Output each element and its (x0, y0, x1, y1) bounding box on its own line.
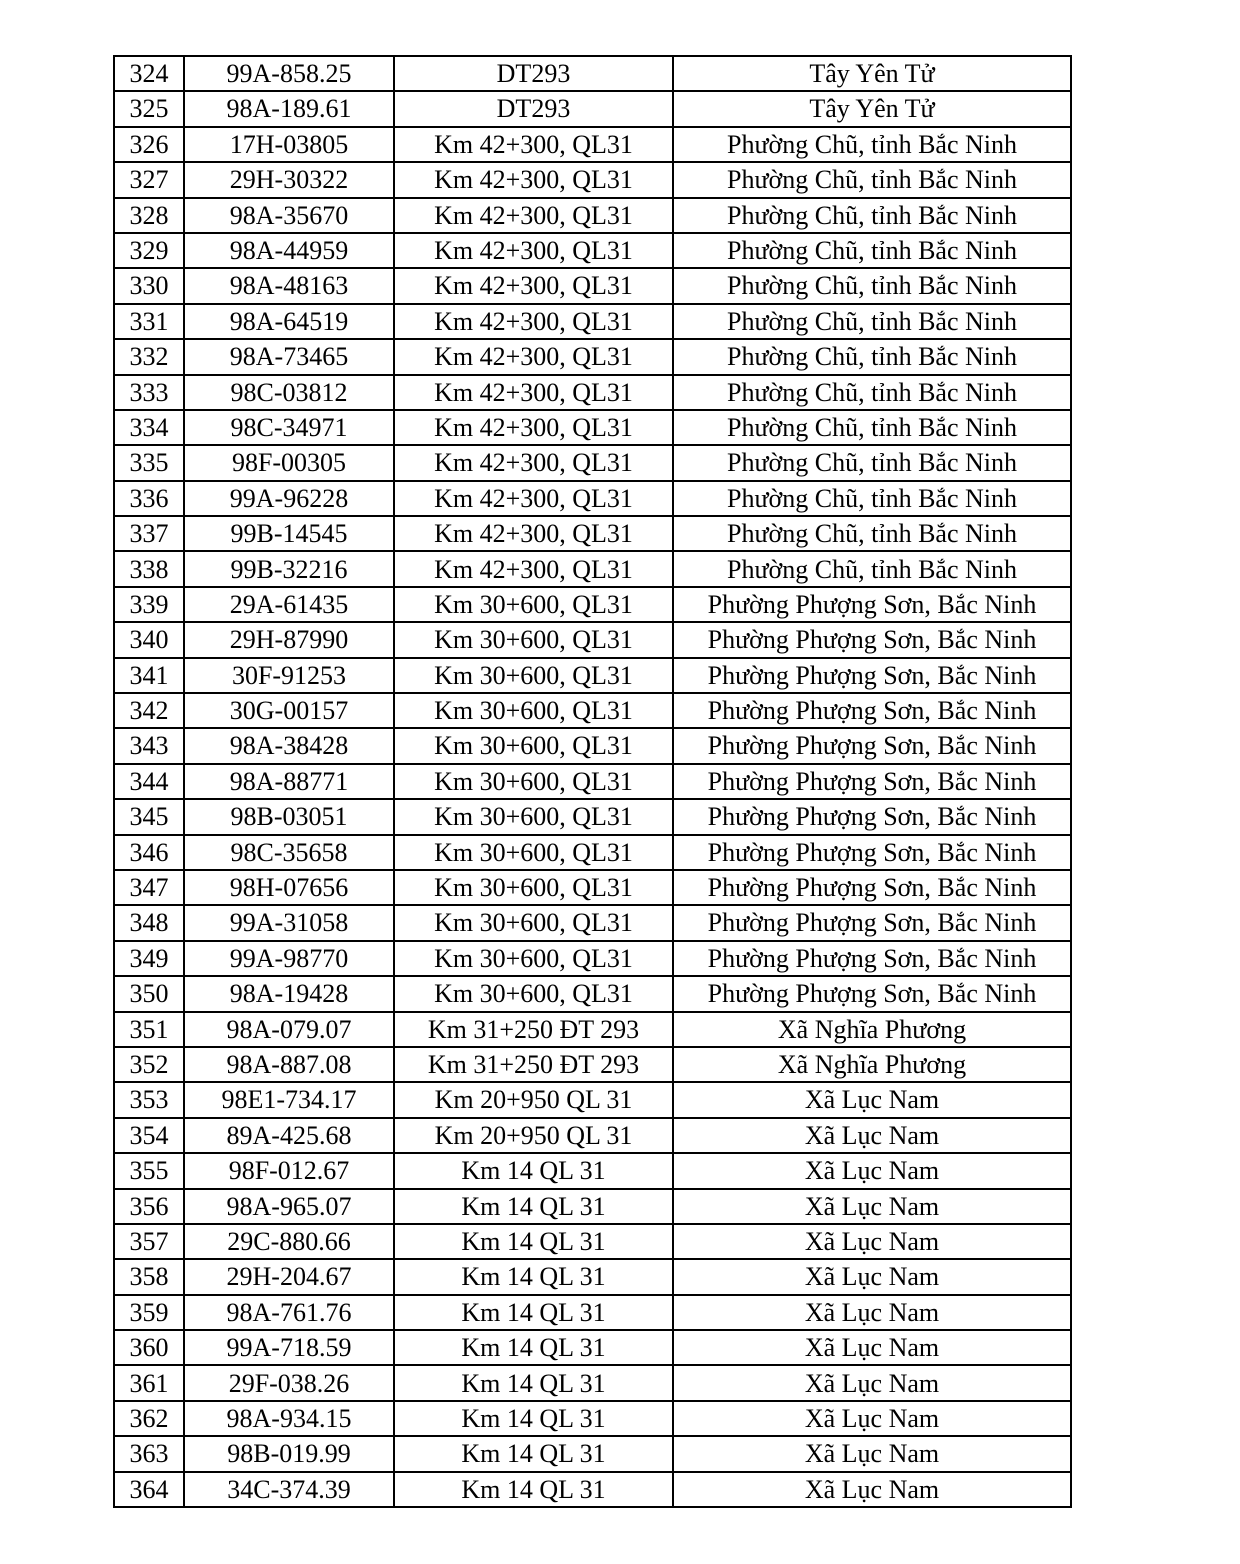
cell-row-number: 329 (114, 233, 184, 268)
cell-location: Km 30+600, QL31 (394, 764, 673, 799)
cell-row-number: 351 (114, 1012, 184, 1047)
cell-location: Km 14 QL 31 (394, 1330, 673, 1365)
cell-location: Km 14 QL 31 (394, 1153, 673, 1188)
cell-license-plate: 29C-880.66 (184, 1224, 394, 1259)
cell-row-number: 346 (114, 835, 184, 870)
table-row (114, 1436, 1071, 1471)
cell-place: Phường Phượng Sơn, Bắc Ninh (673, 941, 1071, 976)
vehicle-list-table (113, 55, 1072, 1508)
table-row (114, 1401, 1071, 1436)
cell-place: Phường Phượng Sơn, Bắc Ninh (673, 870, 1071, 905)
cell-license-plate: 98F-012.67 (184, 1153, 394, 1188)
cell-place: Phường Chũ, tỉnh Bắc Ninh (673, 375, 1071, 410)
cell-license-plate: 98A-88771 (184, 764, 394, 799)
cell-row-number: 352 (114, 1047, 184, 1082)
cell-row-number: 339 (114, 587, 184, 622)
table-row (114, 375, 1071, 410)
cell-place: Phường Chũ, tỉnh Bắc Ninh (673, 198, 1071, 233)
cell-location: Km 42+300, QL31 (394, 233, 673, 268)
cell-location: Km 14 QL 31 (394, 1401, 673, 1436)
table-row (114, 1295, 1071, 1330)
cell-place: Phường Chũ, tỉnh Bắc Ninh (673, 233, 1071, 268)
cell-row-number: 359 (114, 1295, 184, 1330)
cell-license-plate: 98C-03812 (184, 375, 394, 410)
table-row (114, 268, 1071, 303)
cell-location: Km 14 QL 31 (394, 1259, 673, 1294)
cell-place: Phường Chũ, tỉnh Bắc Ninh (673, 304, 1071, 339)
cell-place: Phường Phượng Sơn, Bắc Ninh (673, 728, 1071, 763)
cell-row-number: 336 (114, 481, 184, 516)
table-row (114, 941, 1071, 976)
cell-location: Km 42+300, QL31 (394, 445, 673, 480)
cell-row-number: 324 (114, 56, 184, 91)
cell-place: Phường Phượng Sơn, Bắc Ninh (673, 693, 1071, 728)
table-row (114, 1330, 1071, 1365)
table-row (114, 481, 1071, 516)
cell-location: Km 30+600, QL31 (394, 835, 673, 870)
cell-location: Km 42+300, QL31 (394, 304, 673, 339)
cell-row-number: 348 (114, 905, 184, 940)
table-row (114, 304, 1071, 339)
cell-location: Km 30+600, QL31 (394, 658, 673, 693)
cell-location: Km 31+250 ĐT 293 (394, 1047, 673, 1082)
cell-place: Xã Nghĩa Phương (673, 1012, 1071, 1047)
cell-place: Phường Phượng Sơn, Bắc Ninh (673, 658, 1071, 693)
table-row (114, 764, 1071, 799)
cell-row-number: 335 (114, 445, 184, 480)
cell-place: Phường Phượng Sơn, Bắc Ninh (673, 835, 1071, 870)
cell-location: Km 30+600, QL31 (394, 941, 673, 976)
cell-place: Xã Lục Nam (673, 1365, 1071, 1400)
cell-location: Km 31+250 ĐT 293 (394, 1012, 673, 1047)
table-row (114, 445, 1071, 480)
cell-license-plate: 29H-30322 (184, 162, 394, 197)
cell-location: Km 30+600, QL31 (394, 976, 673, 1011)
cell-row-number: 328 (114, 198, 184, 233)
table-row (114, 551, 1071, 586)
cell-place: Xã Lục Nam (673, 1153, 1071, 1188)
cell-license-plate: 29A-61435 (184, 587, 394, 622)
cell-row-number: 331 (114, 304, 184, 339)
cell-license-plate: 99B-32216 (184, 551, 394, 586)
cell-row-number: 341 (114, 658, 184, 693)
cell-license-plate: 98A-64519 (184, 304, 394, 339)
cell-license-plate: 98A-965.07 (184, 1189, 394, 1224)
cell-location: DT293 (394, 91, 673, 126)
cell-row-number: 326 (114, 127, 184, 162)
cell-location: Km 42+300, QL31 (394, 551, 673, 586)
cell-place: Phường Chũ, tỉnh Bắc Ninh (673, 339, 1071, 374)
cell-place: Xã Lục Nam (673, 1436, 1071, 1471)
cell-row-number: 349 (114, 941, 184, 976)
cell-license-plate: 98A-73465 (184, 339, 394, 374)
cell-license-plate: 29F-038.26 (184, 1365, 394, 1400)
cell-location: Km 42+300, QL31 (394, 162, 673, 197)
table-row (114, 1259, 1071, 1294)
cell-location: Km 42+300, QL31 (394, 375, 673, 410)
cell-license-plate: 98A-35670 (184, 198, 394, 233)
cell-place: Tây Yên Tử (673, 91, 1071, 126)
cell-place: Phường Chũ, tỉnh Bắc Ninh (673, 410, 1071, 445)
cell-row-number: 337 (114, 516, 184, 551)
cell-place: Phường Phượng Sơn, Bắc Ninh (673, 622, 1071, 657)
cell-license-plate: 98A-934.15 (184, 1401, 394, 1436)
cell-license-plate: 98B-03051 (184, 799, 394, 834)
cell-row-number: 361 (114, 1365, 184, 1400)
cell-place: Xã Lục Nam (673, 1330, 1071, 1365)
cell-row-number: 347 (114, 870, 184, 905)
cell-license-plate: 98A-079.07 (184, 1012, 394, 1047)
table-row (114, 198, 1071, 233)
cell-location: Km 14 QL 31 (394, 1365, 673, 1400)
table-row (114, 976, 1071, 1011)
cell-license-plate: 98A-48163 (184, 268, 394, 303)
cell-row-number: 342 (114, 693, 184, 728)
cell-location: Km 30+600, QL31 (394, 728, 673, 763)
cell-place: Tây Yên Tử (673, 56, 1071, 91)
table-row (114, 1189, 1071, 1224)
cell-location: Km 30+600, QL31 (394, 587, 673, 622)
cell-row-number: 332 (114, 339, 184, 374)
cell-location: Km 30+600, QL31 (394, 905, 673, 940)
cell-license-plate: 98A-19428 (184, 976, 394, 1011)
cell-row-number: 345 (114, 799, 184, 834)
cell-license-plate: 98H-07656 (184, 870, 394, 905)
cell-license-plate: 99A-858.25 (184, 56, 394, 91)
cell-location: Km 42+300, QL31 (394, 516, 673, 551)
cell-license-plate: 99A-718.59 (184, 1330, 394, 1365)
cell-location: DT293 (394, 56, 673, 91)
cell-row-number: 343 (114, 728, 184, 763)
cell-place: Phường Phượng Sơn, Bắc Ninh (673, 976, 1071, 1011)
cell-location: Km 30+600, QL31 (394, 622, 673, 657)
cell-place: Xã Lục Nam (673, 1189, 1071, 1224)
cell-row-number: 362 (114, 1401, 184, 1436)
cell-place: Xã Lục Nam (673, 1401, 1071, 1436)
cell-license-plate: 98A-38428 (184, 728, 394, 763)
table-row (114, 91, 1071, 126)
cell-row-number: 334 (114, 410, 184, 445)
cell-place: Phường Phượng Sơn, Bắc Ninh (673, 587, 1071, 622)
cell-license-plate: 99A-96228 (184, 481, 394, 516)
cell-place: Xã Nghĩa Phương (673, 1047, 1071, 1082)
table-row (114, 1118, 1071, 1153)
cell-location: Km 14 QL 31 (394, 1295, 673, 1330)
table-row (114, 587, 1071, 622)
table-row (114, 1472, 1071, 1507)
cell-location: Km 14 QL 31 (394, 1436, 673, 1471)
cell-place: Xã Lục Nam (673, 1082, 1071, 1117)
table-row (114, 835, 1071, 870)
cell-location: Km 20+950 QL 31 (394, 1082, 673, 1117)
cell-license-plate: 30G-00157 (184, 693, 394, 728)
cell-license-plate: 30F-91253 (184, 658, 394, 693)
cell-row-number: 327 (114, 162, 184, 197)
cell-license-plate: 99B-14545 (184, 516, 394, 551)
cell-place: Phường Chũ, tỉnh Bắc Ninh (673, 516, 1071, 551)
cell-place: Xã Lục Nam (673, 1472, 1071, 1507)
table-row (114, 693, 1071, 728)
cell-license-plate: 98F-00305 (184, 445, 394, 480)
cell-location: Km 42+300, QL31 (394, 481, 673, 516)
cell-place: Xã Lục Nam (673, 1224, 1071, 1259)
table-row (114, 56, 1071, 91)
table-row (114, 870, 1071, 905)
cell-row-number: 354 (114, 1118, 184, 1153)
table-row (114, 410, 1071, 445)
cell-location: Km 30+600, QL31 (394, 870, 673, 905)
table-row (114, 905, 1071, 940)
cell-place: Xã Lục Nam (673, 1295, 1071, 1330)
cell-place: Phường Phượng Sơn, Bắc Ninh (673, 905, 1071, 940)
cell-license-plate: 98B-019.99 (184, 1436, 394, 1471)
cell-location: Km 42+300, QL31 (394, 410, 673, 445)
cell-row-number: 330 (114, 268, 184, 303)
cell-license-plate: 98C-34971 (184, 410, 394, 445)
cell-row-number: 333 (114, 375, 184, 410)
cell-location: Km 14 QL 31 (394, 1472, 673, 1507)
cell-license-plate: 17H-03805 (184, 127, 394, 162)
cell-place: Phường Phượng Sơn, Bắc Ninh (673, 799, 1071, 834)
cell-place: Phường Chũ, tỉnh Bắc Ninh (673, 445, 1071, 480)
cell-place: Xã Lục Nam (673, 1259, 1071, 1294)
cell-license-plate: 99A-98770 (184, 941, 394, 976)
cell-place: Xã Lục Nam (673, 1118, 1071, 1153)
cell-row-number: 364 (114, 1472, 184, 1507)
cell-row-number: 360 (114, 1330, 184, 1365)
cell-license-plate: 98C-35658 (184, 835, 394, 870)
table-row (114, 799, 1071, 834)
table-row (114, 1082, 1071, 1117)
table-row (114, 658, 1071, 693)
cell-location: Km 42+300, QL31 (394, 198, 673, 233)
cell-row-number: 350 (114, 976, 184, 1011)
cell-license-plate: 98A-44959 (184, 233, 394, 268)
cell-location: Km 30+600, QL31 (394, 693, 673, 728)
cell-place: Phường Chũ, tỉnh Bắc Ninh (673, 268, 1071, 303)
table-row (114, 1012, 1071, 1047)
cell-license-plate: 98A-887.08 (184, 1047, 394, 1082)
table-body (114, 56, 1071, 1507)
table-row (114, 233, 1071, 268)
cell-place: Phường Chũ, tỉnh Bắc Ninh (673, 551, 1071, 586)
cell-row-number: 358 (114, 1259, 184, 1294)
cell-row-number: 353 (114, 1082, 184, 1117)
cell-license-plate: 29H-87990 (184, 622, 394, 657)
cell-license-plate: 98E1-734.17 (184, 1082, 394, 1117)
cell-row-number: 338 (114, 551, 184, 586)
cell-row-number: 357 (114, 1224, 184, 1259)
table-row (114, 1365, 1071, 1400)
cell-row-number: 355 (114, 1153, 184, 1188)
cell-location: Km 42+300, QL31 (394, 127, 673, 162)
table-row (114, 622, 1071, 657)
cell-license-plate: 29H-204.67 (184, 1259, 394, 1294)
table-row (114, 516, 1071, 551)
cell-place: Phường Phượng Sơn, Bắc Ninh (673, 764, 1071, 799)
table-row (114, 1047, 1071, 1082)
table-row (114, 1153, 1071, 1188)
cell-place: Phường Chũ, tỉnh Bắc Ninh (673, 481, 1071, 516)
cell-row-number: 363 (114, 1436, 184, 1471)
cell-row-number: 356 (114, 1189, 184, 1224)
table-row (114, 339, 1071, 374)
cell-license-plate: 98A-761.76 (184, 1295, 394, 1330)
table-row (114, 728, 1071, 763)
cell-location: Km 30+600, QL31 (394, 799, 673, 834)
cell-license-plate: 34C-374.39 (184, 1472, 394, 1507)
cell-row-number: 344 (114, 764, 184, 799)
cell-license-plate: 99A-31058 (184, 905, 394, 940)
table-row (114, 127, 1071, 162)
cell-location: Km 14 QL 31 (394, 1189, 673, 1224)
table-row (114, 1224, 1071, 1259)
cell-row-number: 325 (114, 91, 184, 126)
cell-location: Km 42+300, QL31 (394, 268, 673, 303)
cell-license-plate: 98A-189.61 (184, 91, 394, 126)
cell-license-plate: 89A-425.68 (184, 1118, 394, 1153)
cell-location: Km 42+300, QL31 (394, 339, 673, 374)
cell-location: Km 14 QL 31 (394, 1224, 673, 1259)
cell-location: Km 20+950 QL 31 (394, 1118, 673, 1153)
cell-place: Phường Chũ, tỉnh Bắc Ninh (673, 127, 1071, 162)
cell-row-number: 340 (114, 622, 184, 657)
table-row (114, 162, 1071, 197)
cell-place: Phường Chũ, tỉnh Bắc Ninh (673, 162, 1071, 197)
